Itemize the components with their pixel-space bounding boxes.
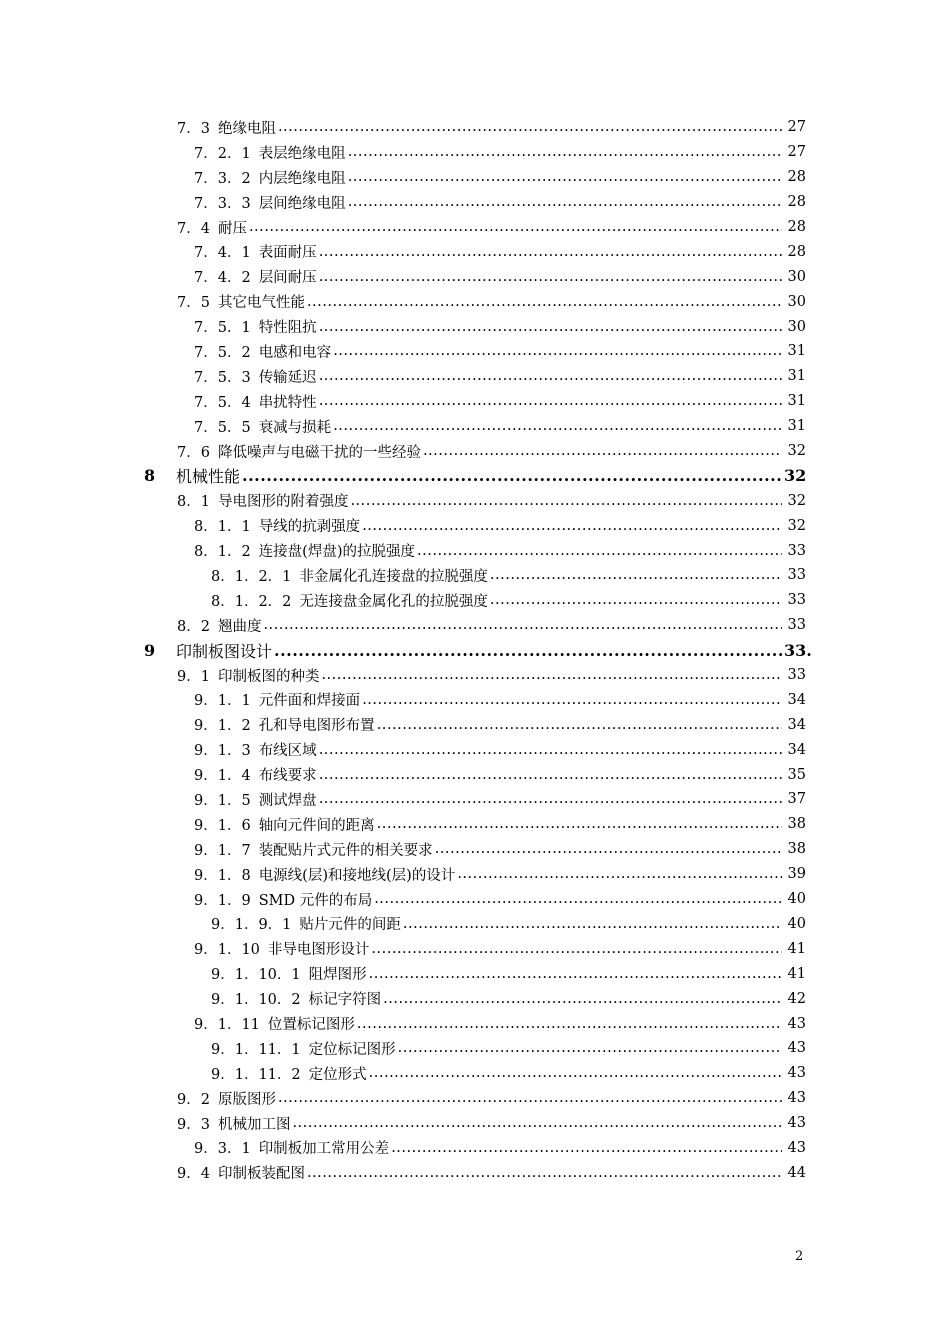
toc-entry-page: 27 [787,119,806,136]
toc-entry-title: 印制板图的种类 [217,668,320,685]
toc-entry-page: 35 [787,766,806,783]
toc-entry-title: 绝缘电阻 [217,120,276,137]
toc-entry-number: 7．4．2 [194,270,251,287]
toc-entry-title: 机械性能 [176,467,241,487]
toc-entry-page: 31 [787,343,806,360]
toc-entry-page: 34 [787,741,806,758]
toc-dot-leader [307,294,782,310]
toc-entry-number: 8．1．2．2 [211,593,292,610]
toc-dot-leader [417,543,782,559]
toc-entry-number: 9．1．11 [194,1017,260,1033]
toc-dot-leader [321,667,782,683]
toc-entry-number: 9．1．5 [194,792,251,809]
toc-entry-title: 元件面和焊接面 [258,693,361,710]
toc-entry-number: 7．5．4 [194,394,251,411]
toc-dot-leader [278,119,782,135]
toc-entry-title: 无连接盘金属化孔的拉脱强度 [299,593,488,610]
toc-entry-title: 布线区域 [258,743,317,760]
toc-entry-page: 34 [787,716,806,733]
toc-entry-title: 层间耐压 [258,270,317,287]
toc-entry-page: 43 [787,1065,806,1082]
toc-entry-number: 8．2 [177,618,210,635]
toc-entry[interactable] [177,663,806,688]
toc-entry-page: 31 [787,418,806,435]
toc-entry-title: 导线的抗剥强度 [258,519,361,536]
toc-entry[interactable] [194,936,806,961]
toc-entry-page: 39 [787,866,806,883]
toc-entry-number: 7．6 [177,444,210,461]
page-number: 2 [795,1249,804,1264]
toc-entry[interactable] [194,239,806,264]
toc-entry-number: 9．2 [177,1091,210,1108]
toc-entry[interactable] [194,837,806,862]
toc-entry-number: 8．1 [177,494,210,511]
toc-entry[interactable] [177,488,806,513]
toc-dot-leader [348,194,782,210]
toc-entry-title: 阻焊图形 [308,967,367,984]
toc-entry[interactable] [194,389,806,414]
toc-entry-title: 电感和电容 [258,344,332,361]
toc-entry-page: 42 [787,990,806,1007]
toc-dot-leader [319,767,782,783]
toc-dot-leader [362,518,782,534]
toc-entry-title: 非导电图形设计 [267,942,370,959]
toc-entry-title: 布线要求 [258,768,317,785]
toc-entry-page: 33 [787,542,806,559]
toc-dot-leader [377,816,782,832]
toc-entry-title: SMD 元件的布局 [258,892,373,909]
toc-entry-title: 其它电气性能 [217,295,305,312]
toc-entry-page: 37 [787,791,806,808]
toc-entry-number: 8．1．2 [194,544,251,561]
toc-entry[interactable] [194,737,806,762]
toc-entry[interactable] [144,463,806,488]
toc-dot-leader [369,1065,782,1081]
toc-entry-title: 特性阻抗 [258,320,317,337]
toc-entry-number: 9．1．6 [194,817,251,834]
toc-dot-leader [383,991,782,1007]
toc-entry-number: 9．1．10 [194,942,260,959]
toc-entry-page: 31 [787,368,806,385]
toc-entry-page: 43 [787,1115,806,1132]
toc-dot-leader [278,1090,782,1106]
toc-entry[interactable] [194,513,806,538]
toc-entry-title: 定位形式 [308,1066,367,1083]
toc-entry[interactable] [194,140,806,165]
toc-dot-leader [319,269,782,285]
toc-entry-page: 43 [787,1040,806,1057]
toc-entry-title: 位置标记图形 [267,1017,355,1033]
toc-entry-title: 标记字符图 [308,992,382,1009]
toc-dot-leader [377,717,782,733]
toc-entry-page: 43 [787,1139,806,1156]
toc-entry[interactable] [144,638,812,663]
toc-entry-title: 传输延迟 [258,369,317,386]
toc-entry[interactable] [194,414,806,439]
toc-entry-page: 32 [787,517,806,534]
toc-entry-number: 9．1．9．1 [211,917,292,934]
toc-entry-number: 9．1．8 [194,867,251,884]
toc-dot-leader [242,466,782,485]
toc-entry-number: 7．4．1 [194,245,251,262]
toc-dot-leader [333,343,782,359]
toc-entry-title: 翘曲度 [217,618,262,635]
toc-dot-leader [319,319,782,335]
toc-entry-page: 30 [787,318,806,335]
toc-entry-title: 非金属化孔连接盘的拉脱强度 [299,568,488,585]
toc-entry-page: 30 [787,293,806,310]
toc-dot-leader [319,368,782,384]
toc-entry-number: 9．1．10．2 [211,992,301,1009]
toc-entry-page: 33 [787,592,806,609]
toc-entry-number: 7．3 [177,120,210,137]
table-of-contents [0,115,950,1185]
toc-entry-title: 印制板图设计 [176,641,273,661]
toc-entry-title: 内层绝缘电阻 [258,170,346,187]
toc-entry[interactable] [194,1136,806,1161]
toc-dot-leader [398,1040,782,1056]
toc-entry[interactable] [194,314,806,339]
toc-entry[interactable] [211,1036,806,1061]
toc-entry-number: 9．1．1 [194,693,251,710]
toc-dot-leader [292,1115,782,1131]
toc-entry-number: 9．1 [177,668,210,685]
toc-entry-page: 28 [787,243,806,260]
toc-entry[interactable] [194,1011,806,1036]
toc-dot-leader [263,617,782,633]
toc-entry[interactable] [177,1086,806,1111]
toc-entry-number: 9．1．10．1 [211,967,301,984]
toc-entry-title: 表面耐压 [258,245,317,262]
toc-entry-number: 7．4 [177,220,210,237]
toc-dot-leader [362,692,782,708]
toc-entry-number: 9．4 [177,1166,210,1183]
toc-entry-number: 9．3 [177,1116,210,1133]
toc-dot-leader [319,244,782,260]
toc-dot-leader [457,866,782,882]
toc-dot-leader [348,169,782,185]
toc-entry-page: 27 [787,144,806,161]
toc-entry-title: 测试焊盘 [258,792,317,809]
toc-entry[interactable] [194,687,806,712]
toc-entry-page: 38 [787,841,806,858]
toc-entry[interactable] [194,887,806,912]
toc-entry-number: 7．5．2 [194,344,251,361]
toc-entry-number: 7．5 [177,295,210,312]
toc-entry[interactable] [177,1111,806,1136]
toc-entry-number: 8．1．1 [194,519,251,536]
toc-entry[interactable] [194,538,806,563]
toc-entry-number: 8 [144,466,156,486]
toc-entry[interactable] [211,912,806,937]
toc-entry[interactable] [194,862,806,887]
toc-entry[interactable] [177,613,806,638]
toc-entry-page: 31 [787,393,806,410]
toc-entry[interactable] [194,364,806,389]
toc-entry-number: 7．3．3 [194,195,251,212]
toc-entry-number: 9．1．11．2 [211,1066,301,1083]
toc-entry[interactable] [211,1061,806,1086]
toc-entry[interactable] [211,961,806,986]
toc-entry[interactable] [211,588,806,613]
toc-dot-leader [435,841,782,857]
toc-entry-page: 41 [787,940,806,957]
toc-entry[interactable] [177,289,806,314]
toc-entry-page: 43 [787,1090,806,1107]
toc-dot-leader [490,567,782,583]
toc-entry[interactable] [194,264,806,289]
toc-entry-page: 40 [787,915,806,932]
toc-entry-title: 降低噪声与电磁干扰的一些经验 [217,444,421,461]
toc-entry-page: 30 [787,268,806,285]
toc-entry[interactable] [177,215,806,240]
toc-entry-title: 轴向元件间的距离 [258,817,375,834]
toc-entry-page: 33 [787,567,806,584]
toc-entry-title: 装配贴片式元件的相关要求 [258,842,433,859]
toc-entry-title: 印制板装配图 [217,1166,305,1183]
toc-entry-title: 导电图形的附着强度 [217,494,349,511]
toc-dot-leader [490,592,782,608]
toc-dot-leader [319,742,782,758]
toc-entry[interactable] [194,762,806,787]
toc-entry-number: 9．1．4 [194,768,251,785]
toc-entry-number: 9．1．2 [194,718,251,735]
toc-entry-number: 9．1．3 [194,743,251,760]
toc-entry[interactable] [194,165,806,190]
toc-dot-leader [423,443,782,459]
toc-entry-title: 表层绝缘电阻 [258,145,346,162]
toc-entry-number: 9．3．1 [194,1141,251,1158]
toc-entry-page: 40 [787,891,806,908]
toc-dot-leader [333,418,782,434]
toc-entry[interactable] [194,339,806,364]
toc-entry-title: 串扰特性 [258,394,317,411]
toc-dot-leader [319,791,782,807]
toc-dot-leader [403,916,782,932]
toc-dot-leader [307,1165,782,1181]
toc-dot-leader [391,1140,782,1156]
toc-entry[interactable] [177,115,806,140]
toc-dot-leader [369,966,782,982]
toc-entry-title: 衰减与损耗 [258,419,332,436]
toc-entry-page: 43 [787,1015,806,1032]
toc-entry-page: 38 [787,816,806,833]
toc-entry-page: 28 [787,169,806,186]
toc-dot-leader [371,941,782,957]
toc-dot-leader [350,493,782,509]
toc-dot-leader [274,641,782,660]
toc-entry-page: 33 [787,667,806,684]
toc-entry-page: 28 [787,219,806,235]
toc-dot-leader [374,891,782,907]
toc-entry-title: 耐压 [217,220,247,237]
toc-entry[interactable] [194,787,806,812]
toc-entry-page: 34 [787,691,806,708]
toc-entry-number: 9．1．9 [194,892,251,909]
toc-entry-number: 7．2．1 [194,145,251,162]
toc-entry-page: 33 [787,617,806,634]
toc-entry[interactable] [194,712,806,737]
toc-entry-page: 44 [787,1164,806,1181]
toc-dot-leader [357,1016,782,1032]
toc-entry-title: 孔和导电图形布置 [258,718,375,735]
toc-entry-page: 41 [787,965,806,982]
toc-entry-number: 9．1．7 [194,842,251,859]
toc-dot-leader [249,219,782,235]
toc-entry-number: 8．1．2．1 [211,568,292,585]
toc-entry-title: 贴片元件的间距 [299,917,401,934]
toc-entry-title: 印制板加工常用公差 [258,1141,390,1158]
toc-entry-title: 连接盘(焊盘)的拉脱强度 [258,544,416,561]
toc-entry-number: 7．5．1 [194,320,251,337]
toc-entry-number: 9．1．11．1 [211,1041,301,1058]
toc-entry-page: 32 [787,443,806,460]
toc-entry-title: 机械加工图 [217,1116,291,1133]
toc-dot-leader [319,393,782,409]
toc-entry-title: 层间绝缘电阻 [258,195,346,212]
toc-entry[interactable] [177,1160,806,1185]
toc-entry-page: 32 [784,466,807,486]
toc-entry-number: 7．5．3 [194,369,251,386]
toc-entry-number: 7．5．5 [194,419,251,436]
toc-entry-page: 32 [787,492,806,509]
toc-entry-number: 9 [144,640,156,660]
toc-entry-title: 原版图形 [217,1091,276,1108]
toc-entry[interactable] [194,190,806,215]
toc-entry[interactable] [194,812,806,837]
toc-entry-page: 33. [784,640,812,660]
toc-entry-title: 电源线(层)和接地线(层)的设计 [258,867,456,884]
toc-entry[interactable] [211,563,806,588]
toc-entry[interactable] [177,439,806,464]
toc-entry-title: 定位标记图形 [308,1041,396,1058]
toc-entry-page: 28 [787,194,806,211]
toc-entry-number: 7．3．2 [194,170,251,187]
toc-entry[interactable] [211,986,806,1011]
toc-dot-leader [348,144,782,160]
